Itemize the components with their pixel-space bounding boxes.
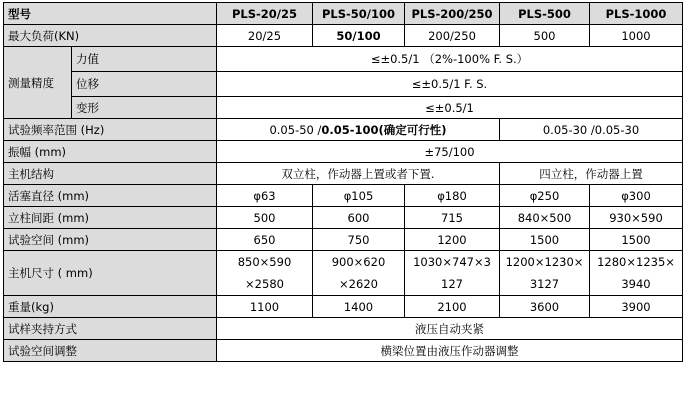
amplitude-label: 振幅 (mm) bbox=[4, 141, 217, 163]
accuracy-label: 测量精度 bbox=[4, 47, 72, 119]
column-spacing-label: 立柱间距 (mm) bbox=[4, 207, 217, 229]
weight-5: 3900 bbox=[590, 296, 683, 318]
amplitude-row bbox=[4, 141, 683, 163]
piston-2: φ105 bbox=[313, 185, 405, 207]
weight-label: 重量(kg) bbox=[4, 296, 217, 318]
clamping-value: 液压自动夹紧 bbox=[217, 318, 683, 340]
column-spacing-2: 600 bbox=[313, 207, 405, 229]
dimensions-1 bbox=[217, 251, 313, 296]
dimensions-3-line1: 1030×747×3 bbox=[413, 255, 491, 269]
dimensions-2-line2: ×2620 bbox=[339, 277, 378, 291]
test-space-1: 650 bbox=[217, 229, 313, 251]
column-spacing-4: 840×500 bbox=[500, 207, 590, 229]
displacement-label: 位移 bbox=[72, 72, 217, 97]
dimensions-5 bbox=[590, 251, 683, 296]
dimensions-row bbox=[4, 251, 683, 296]
force-value: ≤±0.5/1 （2%-100% F. S.） bbox=[217, 47, 683, 72]
space-adjust-row bbox=[4, 340, 683, 362]
model-1: PLS-20/25 bbox=[217, 3, 313, 25]
max-load-5: 1000 bbox=[590, 25, 683, 47]
dimensions-2-line1: 900×620 bbox=[331, 255, 386, 269]
space-adjust-value: 横梁位置由液压作动器调整 bbox=[217, 340, 683, 362]
max-load-1: 20/25 bbox=[217, 25, 313, 47]
weight-1: 1100 bbox=[217, 296, 313, 318]
column-spacing-5: 930×590 bbox=[590, 207, 683, 229]
piston-label: 活塞直径 (mm) bbox=[4, 185, 217, 207]
dimensions-1-line1: 850×590 bbox=[237, 255, 292, 269]
test-space-3: 1200 bbox=[405, 229, 500, 251]
structure-label: 主机结构 bbox=[4, 163, 217, 185]
dimensions-2 bbox=[313, 251, 405, 296]
column-spacing-1: 500 bbox=[217, 207, 313, 229]
test-space-row bbox=[4, 229, 683, 251]
max-load-4: 500 bbox=[500, 25, 590, 47]
weight-2: 1400 bbox=[313, 296, 405, 318]
model-2: PLS-50/100 bbox=[313, 3, 405, 25]
model-label: 型号 bbox=[4, 3, 217, 25]
deformation-label: 变形 bbox=[72, 97, 217, 119]
model-3: PLS-200/250 bbox=[405, 3, 500, 25]
space-adjust-label: 试验空间调整 bbox=[4, 340, 217, 362]
piston-3: φ180 bbox=[405, 185, 500, 207]
weight-4: 3600 bbox=[500, 296, 590, 318]
frequency-row bbox=[4, 119, 683, 141]
structure-row bbox=[4, 163, 683, 185]
piston-row bbox=[4, 185, 683, 207]
column-spacing-3: 715 bbox=[405, 207, 500, 229]
max-load-3: 200/250 bbox=[405, 25, 500, 47]
amplitude-value: ±75/100 bbox=[217, 141, 683, 163]
dimensions-4-line2: 3127 bbox=[529, 277, 560, 291]
structure-value-a: 双立柱，作动器上置或者下置. bbox=[217, 163, 500, 185]
frequency-value-a-bold: 0.05-100(确定可行性) bbox=[321, 122, 447, 137]
clamping-row bbox=[4, 318, 683, 340]
frequency-label: 试验频率范围 (Hz) bbox=[4, 119, 217, 141]
spec-table bbox=[3, 2, 683, 362]
piston-4: φ250 bbox=[500, 185, 590, 207]
column-spacing-row bbox=[4, 207, 683, 229]
frequency-value-a-plain: 0.05-50 / bbox=[269, 122, 322, 137]
displacement-value: ≤±0.5/1 F. S. bbox=[217, 72, 683, 97]
frequency-value-a bbox=[217, 119, 500, 141]
dimensions-4 bbox=[500, 251, 590, 296]
test-space-2: 750 bbox=[313, 229, 405, 251]
piston-5: φ300 bbox=[590, 185, 683, 207]
test-space-5: 1500 bbox=[590, 229, 683, 251]
max-load-row bbox=[4, 25, 683, 47]
dimensions-5-line2: 3940 bbox=[621, 277, 651, 291]
frequency-value-b: 0.05-30 /0.05-30 bbox=[500, 119, 683, 141]
test-space-label: 试验空间 (mm) bbox=[4, 229, 217, 251]
dimensions-5-line1: 1280×1235× bbox=[597, 255, 675, 269]
weight-row bbox=[4, 296, 683, 318]
piston-1: φ63 bbox=[217, 185, 313, 207]
max-load-label: 最大负荷(KN) bbox=[4, 25, 217, 47]
deformation-value: ≤±0.5/1 bbox=[217, 97, 683, 119]
dimensions-3 bbox=[405, 251, 500, 296]
clamping-label: 试样夹持方式 bbox=[4, 318, 217, 340]
test-space-4: 1500 bbox=[500, 229, 590, 251]
model-5: PLS-1000 bbox=[590, 3, 683, 25]
dimensions-4-line1: 1200×1230× bbox=[505, 255, 584, 269]
accuracy-disp-row bbox=[4, 72, 683, 97]
model-4: PLS-500 bbox=[500, 3, 590, 25]
header-row bbox=[4, 3, 683, 25]
dimensions-label: 主机尺寸 ( mm) bbox=[4, 251, 217, 296]
weight-3: 2100 bbox=[405, 296, 500, 318]
accuracy-force-row bbox=[4, 47, 683, 72]
dimensions-1-line2: ×2580 bbox=[245, 277, 284, 291]
force-label: 力值 bbox=[72, 47, 217, 72]
accuracy-deform-row bbox=[4, 97, 683, 119]
dimensions-3-line2: 127 bbox=[441, 277, 463, 291]
structure-value-b: 四立柱，作动器上置 bbox=[500, 163, 683, 185]
max-load-2: 50/100 bbox=[313, 25, 405, 47]
